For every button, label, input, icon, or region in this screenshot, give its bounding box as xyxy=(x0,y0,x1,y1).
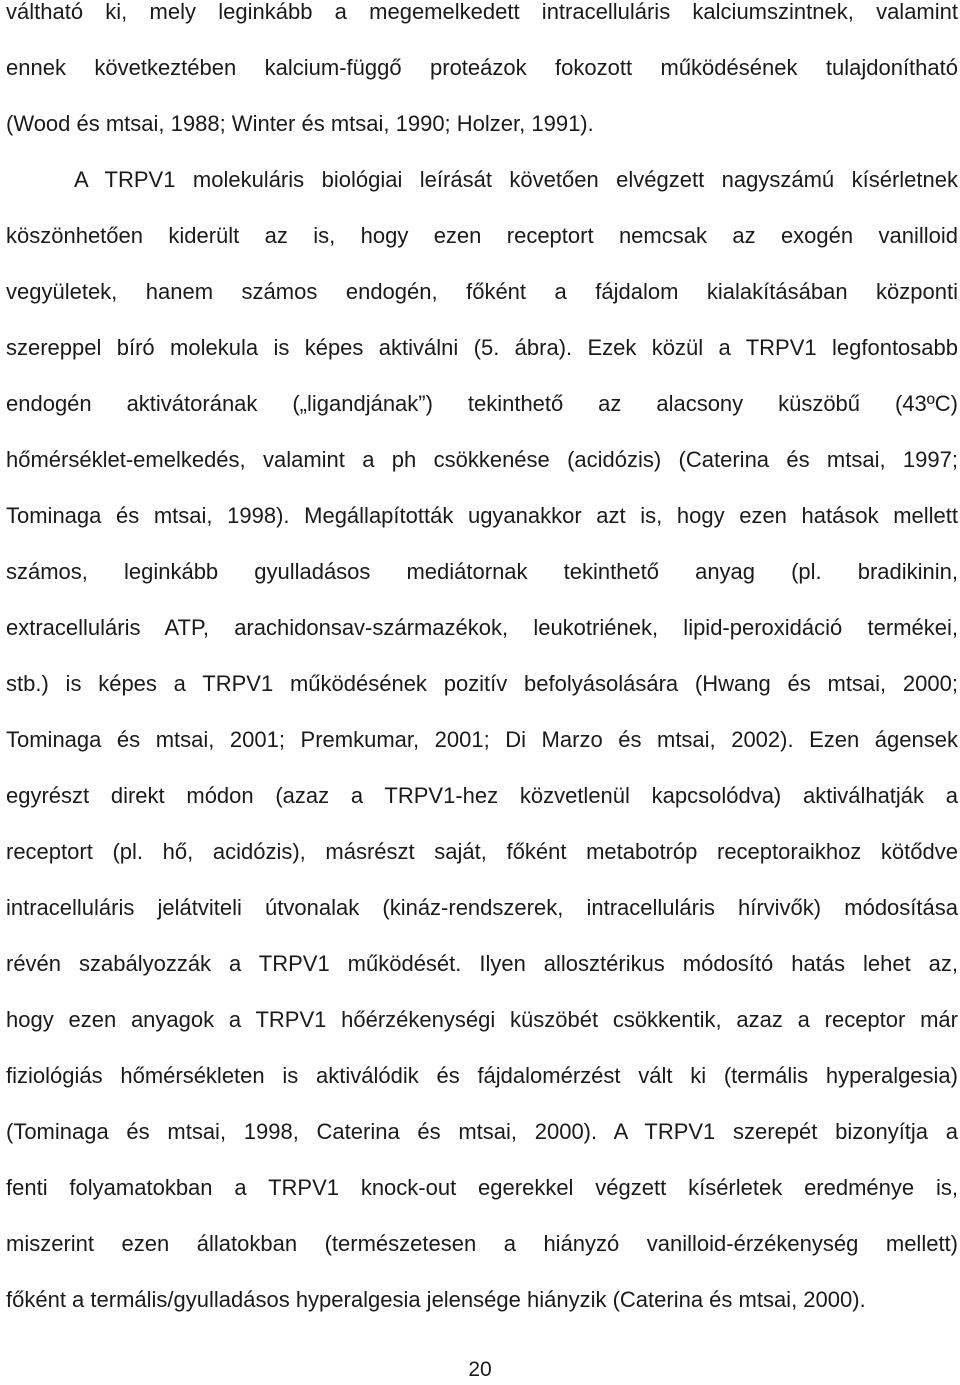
text-line: hogy ezen anyagok a TRPV1 hőérzékenységi küszöbét csökkentik, azaz a receptor már xyxy=(6,1007,958,1032)
text-line: receptort (pl. hő, acidózis), másrészt saját, főként metabotróp receptoraikhoz kötődve xyxy=(6,839,958,864)
text-line: endogén aktivátorának („ligandjának”) tekinthető az alacsony küszöbű (43ºC) xyxy=(6,391,958,416)
text-line: miszerint ezen állatokban (természetesen a hiányzó vanilloid-érzékenység mellett) xyxy=(6,1231,958,1256)
text-line: ennek következtében kalcium-függő proteázok fokozott működésének tulajdonítható xyxy=(6,55,958,80)
text-line: váltható ki, mely leginkább a megemelkedett intracelluláris kalciumszintnek, valamint xyxy=(6,0,958,24)
text-line: számos, leginkább gyulladásos mediátornak tekinthető anyag (pl. bradikinin, xyxy=(6,559,958,584)
text-line: hőmérséklet-emelkedés, valamint a ph csökkenése (acidózis) (Caterina és mtsai, 1997; xyxy=(6,447,958,472)
text-line: Tominaga és mtsai, 1998). Megállapították ugyanakkor azt is, hogy ezen hatások mellett xyxy=(6,503,958,528)
text-line: fiziológiás hőmérsékleten is aktiválódik és fájdalomérzést vált ki (termális hyperalgesia) xyxy=(6,1063,958,1088)
page-number: 20 xyxy=(468,1358,492,1381)
text-line: főként a termális/gyulladásos hyperalgesia jelensége hiányzik (Caterina és mtsai, 2000). xyxy=(6,1287,866,1312)
text-line: köszönhetően kiderült az is, hogy ezen receptort nemcsak az exogén vanilloid xyxy=(6,223,958,248)
text-line: szereppel bíró molekula is képes aktiválni (5. ábra). Ezek közül a TRPV1 legfontosabb xyxy=(6,335,958,360)
text-line: extracelluláris ATP, arachidonsav-származékok, leukotriének, lipid-peroxidáció termékei, xyxy=(6,615,958,640)
text-line: stb.) is képes a TRPV1 működésének pozitív befolyásolására (Hwang és mtsai, 2000; xyxy=(6,671,958,696)
text-line: Tominaga és mtsai, 2001; Premkumar, 2001; Di Marzo és mtsai, 2002). Ezen ágensek xyxy=(6,727,958,752)
text-line: révén szabályozzák a TRPV1 működését. Ilyen allosztérikus módosító hatás lehet az, xyxy=(6,951,958,976)
text-line: egyrészt direkt módon (azaz a TRPV1-hez közvetlenül kapcsolódva) aktiválhatják a xyxy=(6,783,958,808)
text-line: intracelluláris jelátviteli útvonalak (kináz-rendszerek, intracelluláris hírvivők) módosítása xyxy=(6,895,958,920)
text-line: A TRPV1 molekuláris biológiai leírását követően elvégzett nagyszámú kísérletnek xyxy=(74,167,958,192)
text-line: (Tominaga és mtsai, 1998, Caterina és mtsai, 2000). A TRPV1 szerepét bizonyítja a xyxy=(6,1119,958,1144)
text-line: vegyületek, hanem számos endogén, főként a fájdalom kialakításában központi xyxy=(6,279,958,304)
text-line: fenti folyamatokban a TRPV1 knock-out egerekkel végzett kísérletek eredménye is, xyxy=(6,1175,958,1200)
text-line: (Wood és mtsai, 1988; Winter és mtsai, 1990; Holzer, 1991). xyxy=(6,111,594,136)
